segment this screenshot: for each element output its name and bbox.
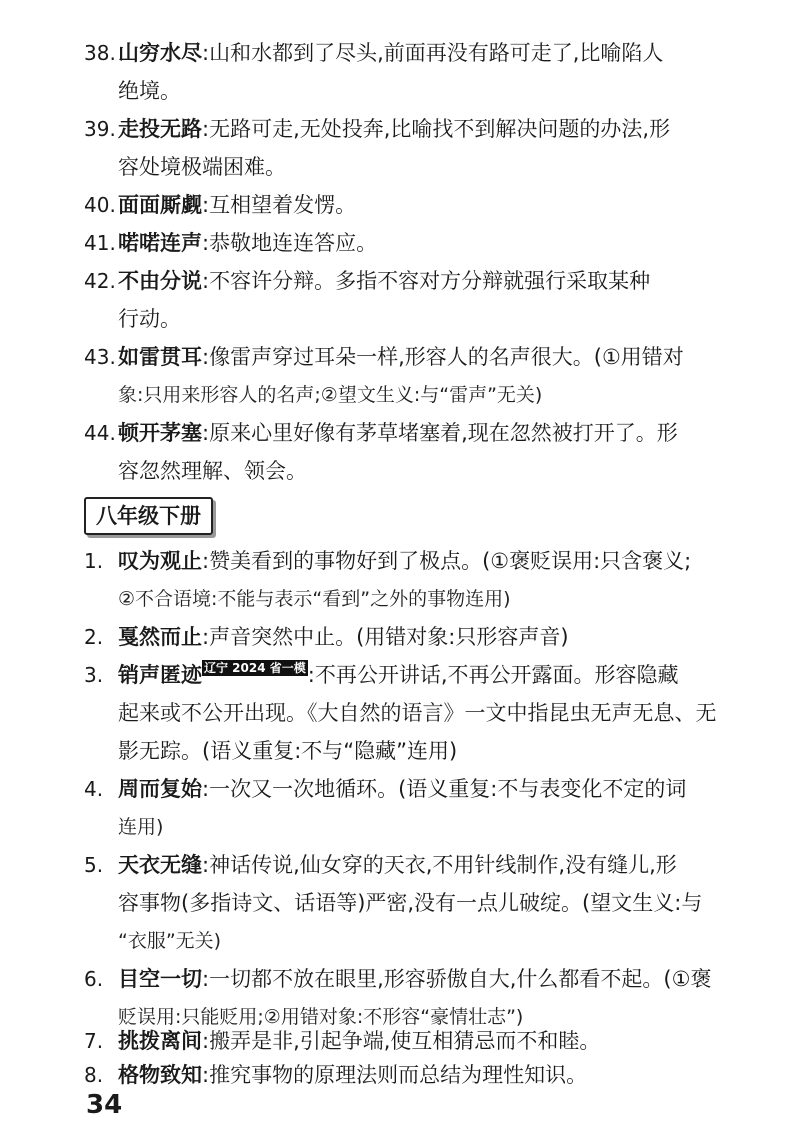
entry-term: 叹为观止 xyxy=(118,549,202,573)
entry-number: 5. xyxy=(84,853,104,877)
entry-term: 如雷贯耳 xyxy=(118,345,202,369)
entry-number: 8. xyxy=(84,1063,104,1087)
entry-number: 6. xyxy=(84,967,104,991)
entry-number: 42. xyxy=(84,269,116,293)
entry-definition: :不再公开讲话,不再公开露面。形容隐藏 xyxy=(307,663,679,687)
entry-number: 38. xyxy=(84,41,116,65)
entry-definition: :一次又一次地循环。(语义重复:不与表变化不定的词 xyxy=(202,777,687,801)
entry-definition: :推究事物的原理法则而总结为理性知识。 xyxy=(202,1063,588,1087)
entry-continuation-2: 影无踪。(语义重复:不与“隐藏”连用) xyxy=(118,739,458,763)
entry-continuation: 行动。 xyxy=(118,307,181,331)
entry-definition: :声音突然中止。(用错对象:只形容声音) xyxy=(202,625,569,649)
entry-42 xyxy=(84,262,764,338)
entry-continuation: 贬误用:只能贬用;②用错对象:不形容“豪情壮志”) xyxy=(118,1006,524,1028)
entry-8 xyxy=(84,1056,764,1094)
entry-1 xyxy=(84,542,764,618)
entry-continuation: 起来或不公开出现。《大自然的语言》一文中指昆虫无声无息、无 xyxy=(118,701,717,725)
entry-number: 1. xyxy=(84,549,104,573)
entry-continuation-2: “衣服”无关) xyxy=(118,930,222,952)
entry-7 xyxy=(84,1022,764,1060)
entry-term: 格物致知 xyxy=(118,1063,202,1087)
entry-term: 顿开茅塞 xyxy=(118,421,202,445)
entry-5 xyxy=(84,846,764,960)
entry-term: 不由分说 xyxy=(118,269,202,293)
entry-definition: :原来心里好像有茅草堵塞着,现在忽然被打开了。形 xyxy=(202,421,678,445)
entry-number: 2. xyxy=(84,625,104,649)
entry-number: 44. xyxy=(84,421,116,445)
entry-definition: :不容许分辩。多指不容对方分辩就强行采取某种 xyxy=(202,269,651,293)
entry-number: 39. xyxy=(84,117,116,141)
page-number: 34 xyxy=(86,1090,123,1120)
entry-40 xyxy=(84,186,764,224)
entry-continuation: 连用) xyxy=(118,816,164,838)
entry-definition: :赞美看到的事物好到了极点。(①褒贬误用:只含褒义; xyxy=(202,549,692,573)
entry-41 xyxy=(84,224,764,262)
exam-source-badge: 辽宁 2024 省一模 xyxy=(204,661,306,675)
entry-38 xyxy=(84,34,764,110)
entry-number: 7. xyxy=(84,1029,104,1053)
entry-44 xyxy=(84,414,764,490)
entry-term: 走投无路 xyxy=(118,117,202,141)
entry-number: 3. xyxy=(84,663,104,687)
entry-definition: :互相望着发愣。 xyxy=(202,193,357,217)
entry-definition: :搬弄是非,引起争端,使互相猜忌而不和睦。 xyxy=(202,1029,601,1053)
entry-term: 周而复始 xyxy=(118,777,202,801)
entry-continuation: 容忽然理解、领会。 xyxy=(118,459,307,483)
entry-term: 挑拨离间 xyxy=(118,1029,202,1053)
entry-term: 面面厮觑 xyxy=(118,193,202,217)
entry-43 xyxy=(84,338,764,414)
entry-number: 43. xyxy=(84,345,116,369)
entry-definition: :一切都不放在眼里,形容骄傲自大,什么都看不起。(①褒 xyxy=(202,967,712,991)
entry-definition: :神话传说,仙女穿的天衣,不用针线制作,没有缝儿,形 xyxy=(202,853,677,877)
entry-term: 戛然而止 xyxy=(118,625,202,649)
entry-term: 销声匿迹 xyxy=(118,663,202,687)
entry-4 xyxy=(84,770,764,846)
entry-number: 4. xyxy=(84,777,104,801)
entry-definition: :无路可走,无处投奔,比喻找不到解决问题的办法,形 xyxy=(202,117,671,141)
entry-term: 天衣无缝 xyxy=(118,853,202,877)
entry-continuation: ②不合语境:不能与表示“看到”之外的事物连用) xyxy=(118,588,511,610)
entry-term: 喏喏连声 xyxy=(118,231,202,255)
entry-39 xyxy=(84,110,764,186)
entry-term: 目空一切 xyxy=(118,967,202,991)
entry-3 xyxy=(84,656,764,770)
entry-definition: :山和水都到了尽头,前面再没有路可走了,比喻陷人 xyxy=(202,41,664,65)
section-heading: 八年级下册 xyxy=(84,497,213,535)
entry-term: 山穷水尽 xyxy=(118,41,202,65)
entry-number: 40. xyxy=(84,193,116,217)
entry-2 xyxy=(84,618,764,656)
entry-number: 41. xyxy=(84,231,116,255)
entry-continuation: 容处境极端困难。 xyxy=(118,155,286,179)
entry-continuation: 象:只用来形容人的名声;②望文生义:与“雷声”无关) xyxy=(118,384,543,406)
entry-continuation: 容事物(多指诗文、话语等)严密,没有一点儿破绽。(望文生义:与 xyxy=(118,891,703,915)
entry-definition: :恭敬地连连答应。 xyxy=(202,231,378,255)
entry-continuation: 绝境。 xyxy=(118,79,181,103)
entry-definition: :像雷声穿过耳朵一样,形容人的名声很大。(①用错对 xyxy=(202,345,684,369)
